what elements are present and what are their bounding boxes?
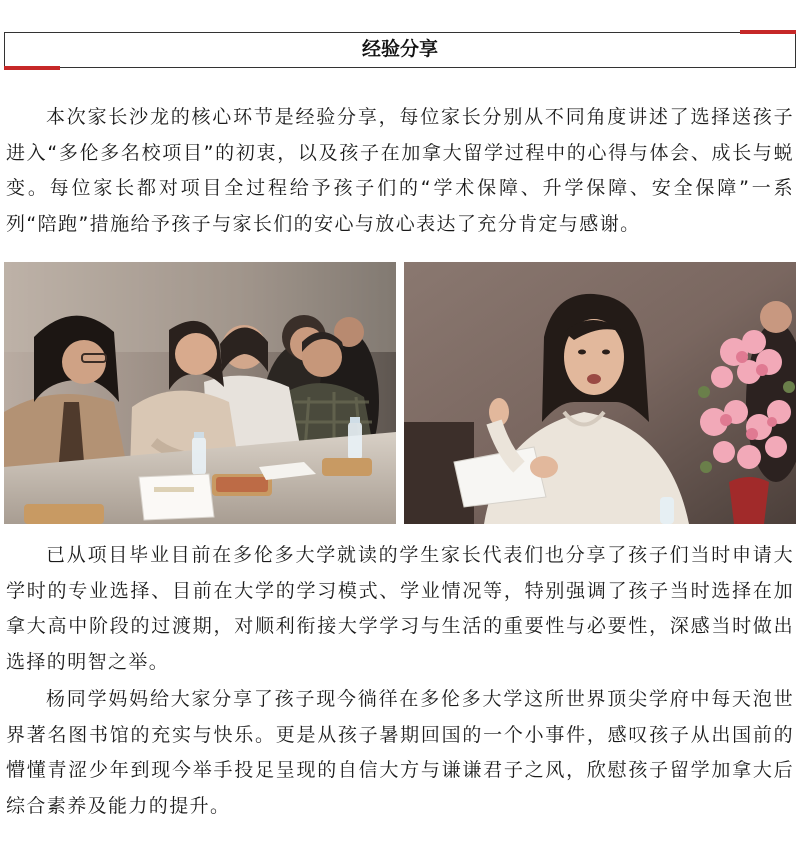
photo-parents-at-table (4, 262, 396, 524)
title-accent-left (4, 66, 60, 70)
section-title-bar (4, 32, 796, 68)
paragraph-yang-mother: 杨同学妈妈给大家分享了孩子现今徜徉在多伦多大学这所世界顶尖学府中每天泡世界著名图书馆的充实与快乐。更是从孩子暑期回国的一个小事件，感叹孩子从出国前的懵懂青涩少年到现今举手投足呈现的自信大方与谦谦君子之风，欣慰孩子留学加拿大后综合素养及能力的提升。 (6, 688, 794, 817)
paragraph-graduate-parents: 已从项目毕业目前在多伦多大学就读的学生家长代表们也分享了孩子们当时申请大学时的专业选择、目前在大学的学习模式、学业情况等，特别强调了孩子当时选择在加拿大高中阶段的过渡期，对顺利衔接大学学习与生活的重要性与必要性，深感当时做出选择的明智之举。 (6, 544, 794, 673)
photo-mother-speaking (404, 262, 796, 524)
section-title: 经验分享 (361, 38, 438, 60)
title-accent-right (740, 30, 796, 34)
paragraph-experience-sharing: 本次家长沙龙的核心环节是经验分享，每位家长分别从不同角度讲述了选择送孩子进入“多伦多名校项目”的初衷，以及孩子在加拿大留学过程中的心得与体会、成长与蜕变。每位家长都对项目全过程给予孩子们的“学术保障、升学保障、安全保障”一系列“陪跑”措施给予孩子与家长们的安心与放心表达了充分肯定与感谢。 (6, 106, 794, 235)
